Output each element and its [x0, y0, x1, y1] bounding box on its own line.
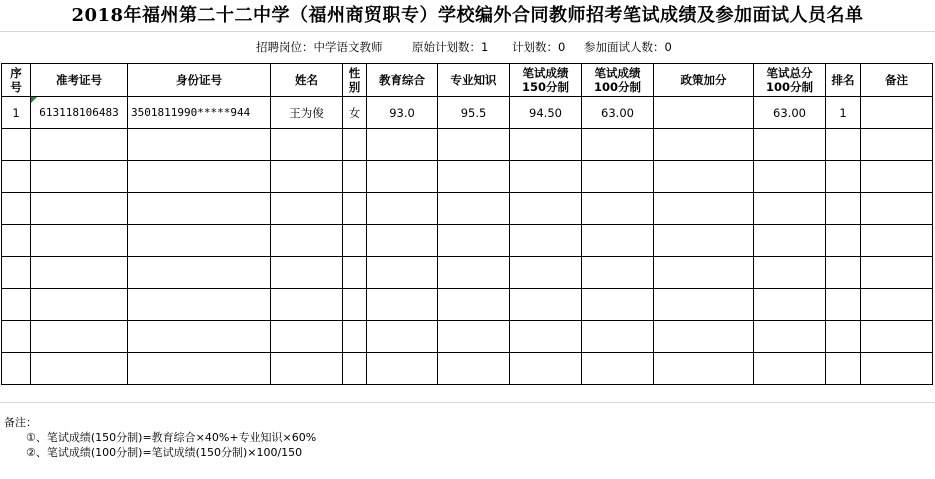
table-cell[interactable]	[31, 353, 128, 385]
header-line: 100分制	[593, 80, 641, 94]
header-line: 备注	[885, 73, 908, 87]
table-cell[interactable]	[128, 225, 271, 257]
header-line: 笔试成绩	[522, 66, 569, 80]
header-cell	[582, 64, 654, 97]
table-cell[interactable]	[31, 257, 128, 289]
table-row	[2, 161, 933, 193]
table-cell[interactable]	[754, 193, 826, 225]
table-cell[interactable]	[510, 161, 582, 193]
header-line: 准考证号	[56, 73, 102, 87]
table-cell[interactable]	[128, 321, 271, 353]
table-cell[interactable]	[510, 289, 582, 321]
table-cell[interactable]	[271, 257, 343, 289]
table-row	[2, 97, 933, 129]
header-line: 笔试总分	[766, 66, 813, 80]
table-cell[interactable]	[343, 161, 367, 193]
table-cell[interactable]	[654, 257, 754, 289]
table-cell[interactable]	[582, 129, 654, 161]
table-cell[interactable]	[31, 225, 128, 257]
table-row	[2, 129, 933, 161]
table-cell[interactable]	[826, 289, 861, 321]
header-cell	[367, 64, 438, 97]
table-cell[interactable]	[826, 193, 861, 225]
table-cell[interactable]	[271, 225, 343, 257]
table-cell[interactable]	[2, 129, 31, 161]
table-cell[interactable]	[826, 161, 861, 193]
table-cell[interactable]	[367, 353, 438, 385]
header-line: 身份证号	[176, 73, 222, 87]
table-cell[interactable]	[128, 161, 271, 193]
table-cell[interactable]	[654, 321, 754, 353]
table-cell[interactable]	[271, 321, 343, 353]
table-cell[interactable]	[826, 353, 861, 385]
table-cell[interactable]	[826, 257, 861, 289]
table-cell[interactable]	[128, 129, 271, 161]
table-cell[interactable]	[438, 161, 510, 193]
table-cell[interactable]	[754, 289, 826, 321]
table-cell[interactable]	[510, 257, 582, 289]
notes-label: 备注：	[4, 416, 37, 429]
table-cell[interactable]	[128, 193, 271, 225]
table-cell[interactable]	[510, 225, 582, 257]
table-cell[interactable]	[367, 289, 438, 321]
table-cell[interactable]	[861, 161, 933, 193]
table-cell[interactable]	[438, 129, 510, 161]
table-cell[interactable]: 1	[826, 97, 861, 129]
header-cell	[510, 64, 582, 97]
header-line: 排名	[831, 73, 855, 87]
table-bottom-separator	[0, 402, 935, 403]
table-cell[interactable]	[654, 129, 754, 161]
interview-count: 参加面试人数：0	[584, 40, 672, 54]
table-cell[interactable]	[754, 353, 826, 385]
table-cell[interactable]	[128, 257, 271, 289]
table-cell[interactable]	[271, 193, 343, 225]
header-line: 号	[10, 80, 22, 94]
table-cell[interactable]: 3501811990*****944	[128, 97, 271, 129]
table-row	[2, 257, 933, 289]
table-cell[interactable]	[438, 193, 510, 225]
header-line: 笔试成绩	[594, 66, 641, 80]
table-cell[interactable]	[654, 289, 754, 321]
table-cell[interactable]	[861, 321, 933, 353]
header-line: 专业知识	[450, 73, 497, 87]
table-cell[interactable]	[861, 225, 933, 257]
table-cell[interactable]	[826, 129, 861, 161]
table-row	[2, 289, 933, 321]
table-cell[interactable]	[128, 289, 271, 321]
header-cell	[861, 64, 933, 97]
table-cell[interactable]	[2, 321, 31, 353]
table-cell[interactable]	[2, 257, 31, 289]
table-cell[interactable]	[754, 321, 826, 353]
table-cell[interactable]	[861, 97, 933, 129]
table-cell[interactable]	[343, 129, 367, 161]
table-cell[interactable]	[367, 225, 438, 257]
table-cell[interactable]	[128, 353, 271, 385]
table-cell[interactable]	[654, 161, 754, 193]
table-header-row	[2, 64, 933, 97]
table-cell[interactable]	[582, 289, 654, 321]
table-cell[interactable]	[31, 289, 128, 321]
table-cell[interactable]: 王为俊	[271, 97, 343, 129]
table-cell[interactable]	[582, 225, 654, 257]
header-line: 教育综合	[379, 73, 425, 87]
table-cell[interactable]	[438, 257, 510, 289]
table-cell[interactable]	[367, 129, 438, 161]
table-cell[interactable]	[343, 353, 367, 385]
table-cell[interactable]	[861, 193, 933, 225]
table-row	[2, 193, 933, 225]
table-cell[interactable]: 1	[2, 97, 31, 129]
header-line: 序	[10, 66, 22, 80]
table-cell[interactable]	[510, 193, 582, 225]
table-cell[interactable]	[582, 257, 654, 289]
header-cell	[754, 64, 826, 97]
table-cell[interactable]: 63.00	[754, 97, 826, 129]
table-cell[interactable]	[438, 225, 510, 257]
table-cell[interactable]	[861, 353, 933, 385]
header-line: 政策加分	[680, 73, 727, 87]
header-line: 姓名	[295, 73, 318, 87]
table-cell[interactable]	[271, 353, 343, 385]
table-cell[interactable]	[271, 129, 343, 161]
table-cell[interactable]	[654, 353, 754, 385]
table-cell[interactable]	[367, 193, 438, 225]
table-cell[interactable]	[754, 129, 826, 161]
plan-count: 计划数：0	[512, 40, 566, 54]
header-cell	[128, 64, 271, 97]
header-cell	[2, 64, 31, 97]
table-cell[interactable]	[271, 161, 343, 193]
table-cell[interactable]	[2, 193, 31, 225]
header-cell	[438, 64, 510, 97]
table-cell[interactable]	[2, 225, 31, 257]
table-cell[interactable]	[367, 161, 438, 193]
header-line: 别	[348, 80, 361, 94]
table-cell[interactable]	[826, 225, 861, 257]
table-cell[interactable]	[31, 193, 128, 225]
table-cell[interactable]	[826, 321, 861, 353]
table-cell[interactable]	[654, 225, 754, 257]
table-cell[interactable]	[343, 321, 367, 353]
table-cell[interactable]	[582, 353, 654, 385]
table-cell[interactable]	[582, 193, 654, 225]
table-row	[2, 225, 933, 257]
table-cell[interactable]	[861, 257, 933, 289]
table-cell[interactable]	[582, 161, 654, 193]
table-cell[interactable]	[510, 321, 582, 353]
table-cell[interactable]	[2, 353, 31, 385]
position-info	[0, 32, 935, 62]
table-cell[interactable]	[367, 321, 438, 353]
table-cell[interactable]: 95.5	[438, 97, 510, 129]
table-cell[interactable]	[438, 289, 510, 321]
table-cell[interactable]	[654, 193, 754, 225]
note-item-2: ②、笔试成绩(100分制)=笔试成绩(150分制)×100/150	[26, 446, 303, 459]
table-cell[interactable]: 女	[343, 97, 367, 129]
header-line: 100分制	[765, 80, 813, 94]
table-cell[interactable]: 63.00	[582, 97, 654, 129]
header-line: 性	[348, 66, 361, 80]
table-cell[interactable]: 93.0	[367, 97, 438, 129]
table-cell[interactable]	[654, 97, 754, 129]
table-cell[interactable]	[754, 225, 826, 257]
table-cell[interactable]	[31, 161, 128, 193]
score-table	[1, 63, 933, 385]
table-cell[interactable]	[271, 289, 343, 321]
table-cell[interactable]	[754, 257, 826, 289]
header-cell	[343, 64, 367, 97]
table-cell[interactable]	[343, 289, 367, 321]
table-cell[interactable]	[861, 289, 933, 321]
table-cell[interactable]	[754, 161, 826, 193]
table-cell[interactable]	[31, 321, 128, 353]
table-cell[interactable]	[343, 193, 367, 225]
header-line: 150分制	[521, 80, 569, 94]
header-cell	[271, 64, 343, 97]
table-cell[interactable]	[367, 257, 438, 289]
table-cell[interactable]	[438, 321, 510, 353]
header-cell	[826, 64, 861, 97]
table-cell[interactable]	[343, 225, 367, 257]
table-cell[interactable]	[861, 129, 933, 161]
note-item-1: ①、笔试成绩(150分制)=教育综合×40%+专业知识×60%	[26, 431, 317, 444]
header-cell	[31, 64, 128, 97]
table-cell[interactable]	[2, 289, 31, 321]
table-cell[interactable]	[31, 129, 128, 161]
position-label: 招聘岗位：中学语文教师	[256, 40, 383, 54]
header-cell	[654, 64, 754, 97]
table-cell[interactable]	[2, 161, 31, 193]
table-row	[2, 353, 933, 385]
table-cell[interactable]	[438, 353, 510, 385]
table-cell[interactable]: 94.50	[510, 97, 582, 129]
table-cell[interactable]: 613118106483	[31, 97, 128, 129]
table-cell[interactable]	[343, 257, 367, 289]
original-plan-count: 原始计划数：1	[412, 40, 489, 54]
page-title: 2018年福州第二十二中学（福州商贸职专）学校编外合同教师招考笔试成绩及参加面试人员名单	[71, 5, 864, 26]
table-cell[interactable]	[510, 353, 582, 385]
table-cell[interactable]	[510, 129, 582, 161]
notes-section	[4, 415, 316, 460]
table-row	[2, 321, 933, 353]
table-cell[interactable]	[582, 321, 654, 353]
